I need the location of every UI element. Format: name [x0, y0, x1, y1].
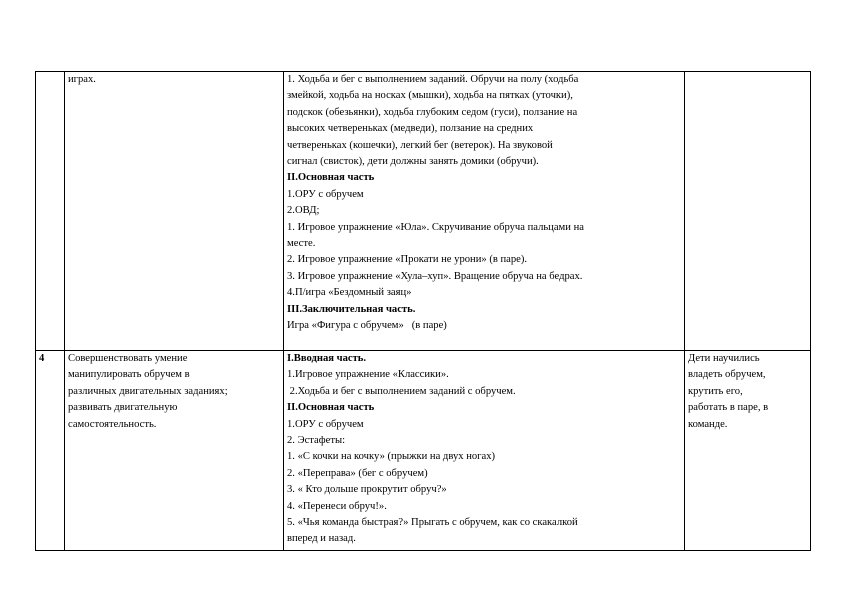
goal-line: Совершенствовать умение	[68, 353, 188, 364]
result-cell	[685, 351, 811, 551]
table-row	[36, 72, 811, 351]
row-number-cell	[36, 351, 65, 551]
content-line: четвереньках (кошечки), легкий бег (ветерок). На звуковой	[287, 139, 553, 151]
content-line: 1.ОРУ с обручем	[287, 188, 364, 200]
content-cell	[284, 351, 685, 551]
content-line: 1. «С кочки на кочку» (прыжки на двух ногах)	[287, 451, 496, 463]
goal-cell	[65, 72, 284, 351]
section-heading: II.Основная часть	[287, 172, 375, 184]
goal-line: различных двигательных заданиях;	[68, 385, 228, 397]
content-line: сигнал (свисток), дети должны занять домики (обручи).	[287, 156, 539, 168]
lesson-plan-body	[36, 72, 811, 551]
content-line: вперед и назад.	[287, 533, 356, 545]
result-line: команде.	[688, 418, 728, 430]
content-line: высоких четвереньках (медведи), ползание на средних	[287, 123, 534, 135]
content-line: подскок (обезьянки), ходьба глубоким седом (гуси), ползание на	[287, 106, 578, 118]
row-number-cell	[36, 72, 65, 351]
content-line: месте.	[287, 238, 316, 250]
section-heading: I.Вводная часть.	[287, 353, 367, 364]
content-line: Игра «Фигура с обручем» (в паре)	[287, 320, 447, 332]
goal-line: играх.	[68, 74, 96, 85]
result-line: работать в паре, в	[688, 402, 769, 414]
result-line: владеть обручем,	[688, 369, 766, 381]
content-line: 1.ОРУ с обручем	[287, 418, 364, 430]
content-line: 4. «Перенеси обруч!».	[287, 500, 387, 512]
table-row	[36, 351, 811, 551]
goal-line: манипулировать обручем в	[68, 369, 190, 381]
goal-line: развивать двигательную	[68, 402, 178, 414]
lesson-plan-table	[35, 71, 811, 551]
content-line: 3. « Кто дольше прокрутит обруч?»	[287, 484, 447, 496]
content-line: 3. Игровое упражнение «Хула–хуп». Вращение обруча на бедрах.	[287, 270, 583, 282]
content-line: 1.Игровое упражнение «Классики».	[287, 369, 449, 381]
content-line: 1. Игровое упражнение «Юла». Скручивание обруча пальцами на	[287, 221, 584, 233]
content-line: 2. Эстафеты:	[287, 435, 346, 447]
result-line: крутить его,	[688, 385, 743, 397]
content-line: 2. Игровое упражнение «Прокати не урони» (в паре).	[287, 254, 528, 266]
content-line: 2.ОВД;	[287, 205, 320, 217]
content-line: 2. «Переправа» (бег с обручем)	[287, 467, 428, 479]
result-line: Дети научились	[688, 353, 760, 364]
goal-line: самостоятельность.	[68, 418, 157, 430]
content-line: змейкой, ходьба на носках (мышки), ходьба на пятках (уточки),	[287, 90, 573, 102]
content-line: 4.П/игра «Бездомный заяц»	[287, 287, 412, 299]
row-number: 4	[39, 353, 45, 364]
goal-cell	[65, 351, 284, 551]
content-line: 5. «Чья команда быстрая?» Прыгать с обручем, как со скакалкой	[287, 517, 578, 529]
section-heading: II.Основная часть	[287, 402, 375, 414]
result-cell	[685, 72, 811, 351]
content-line: 1. Ходьба и бег с выполнением заданий. Обручи на полу (ходьба	[287, 74, 579, 85]
content-cell	[284, 72, 685, 351]
section-heading: III.Заключительная часть.	[287, 303, 416, 315]
content-line: 2.Ходьба и бег с выполнением заданий с обручем.	[287, 385, 516, 397]
